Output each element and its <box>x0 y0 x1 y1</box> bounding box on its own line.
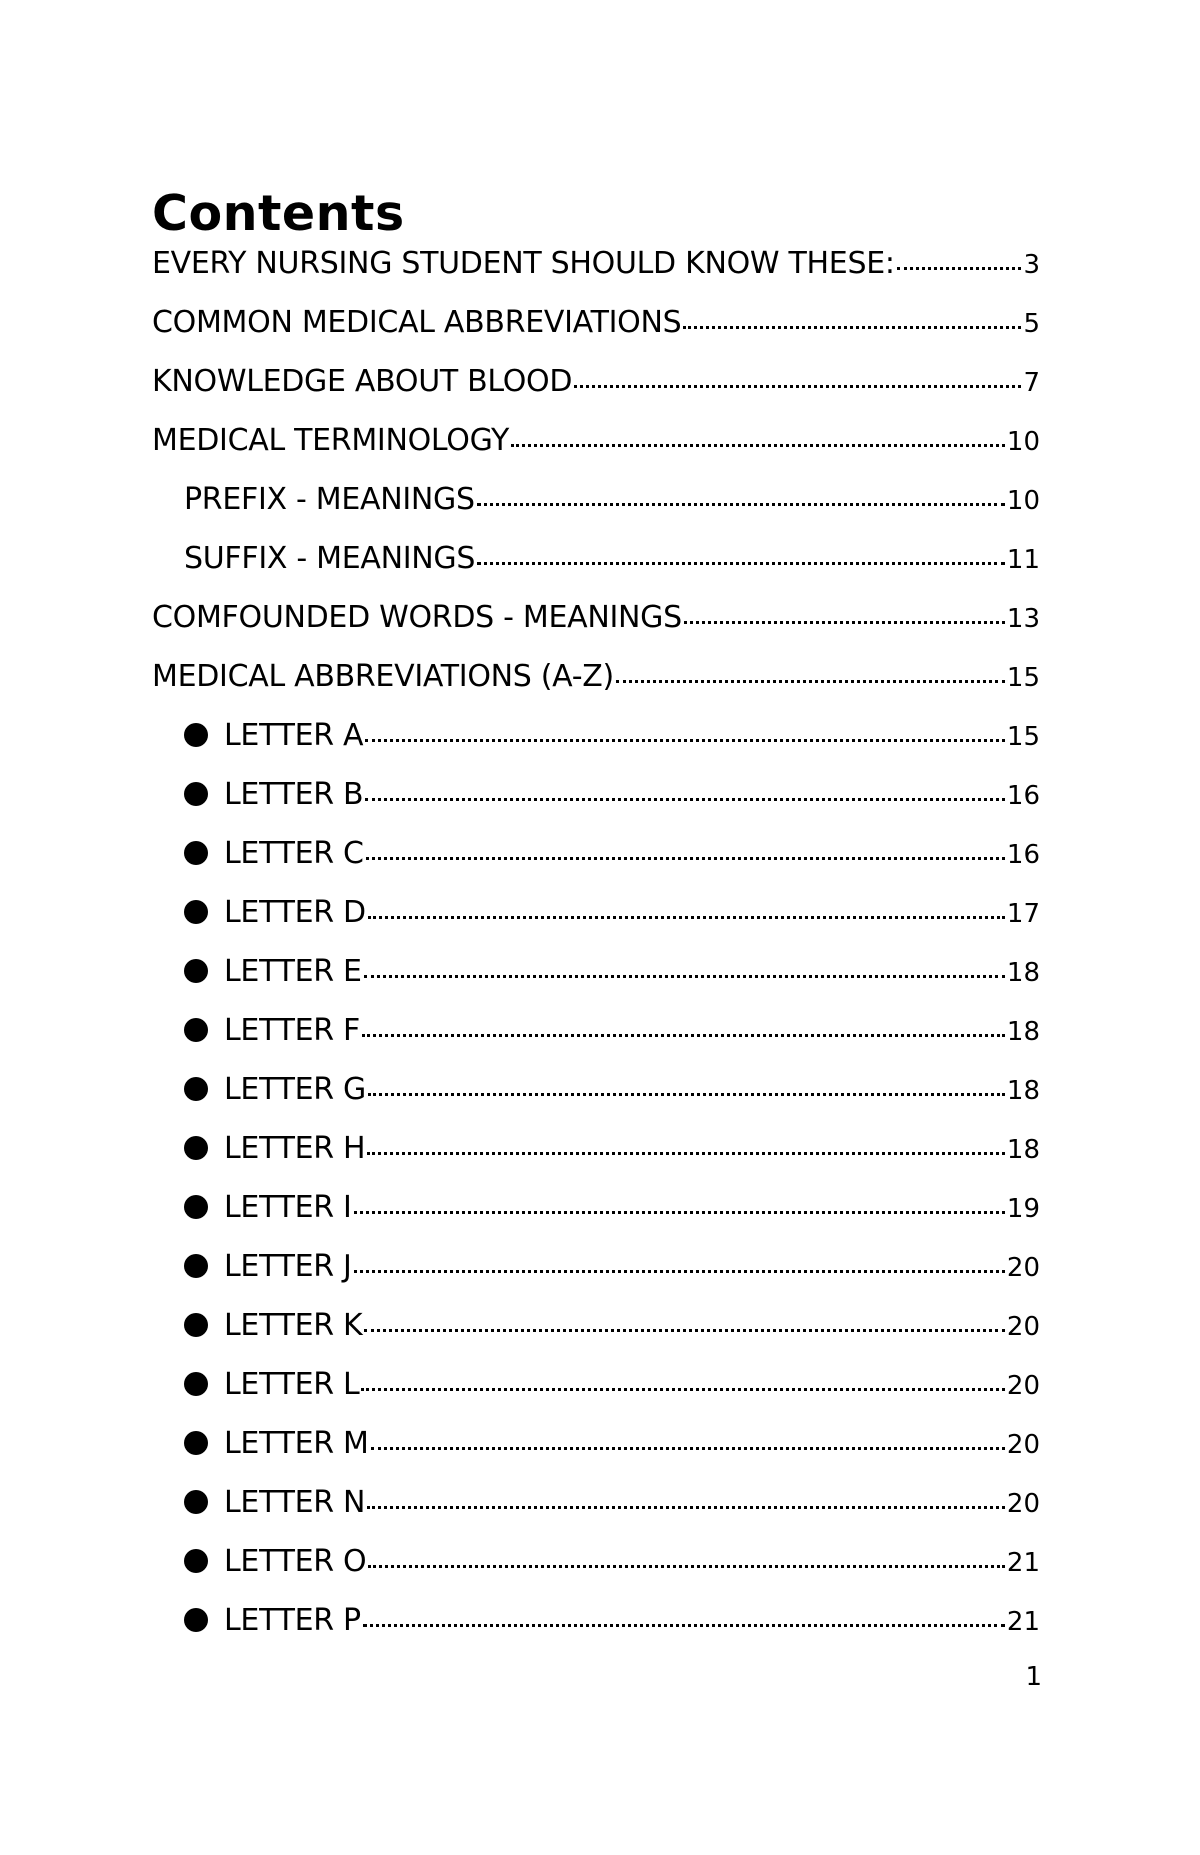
dot-leader <box>354 1207 1005 1214</box>
toc-entry-label: KNOWLEDGE ABOUT BLOOD <box>152 364 573 399</box>
toc-entry[interactable] <box>152 954 1040 1013</box>
toc-entry[interactable] <box>152 836 1040 895</box>
toc-entry[interactable] <box>152 1072 1040 1131</box>
dot-leader <box>897 263 1022 270</box>
toc-entry-page-number: 18 <box>1006 958 1040 988</box>
toc-entry-page-number: 5 <box>1023 309 1040 339</box>
toc-entry-label: LETTER K <box>224 1308 363 1343</box>
toc-entry-label: SUFFIX - MEANINGS <box>184 541 476 576</box>
toc-entry-page-number: 3 <box>1023 250 1040 280</box>
toc-entry-label: EVERY NURSING STUDENT SHOULD KNOW THESE: <box>152 246 895 281</box>
toc-entry[interactable] <box>152 1367 1040 1426</box>
dot-leader <box>684 617 1005 624</box>
toc-entry[interactable] <box>152 1190 1040 1249</box>
toc-entry-label: MEDICAL ABBREVIATIONS (A-Z) <box>152 659 614 694</box>
toc-entry-page-number: 10 <box>1006 486 1040 516</box>
bullet-dot-icon <box>184 723 208 747</box>
toc-entry[interactable] <box>152 1544 1040 1603</box>
dot-leader <box>511 440 1005 447</box>
dot-leader <box>367 1502 1005 1509</box>
toc-entry[interactable] <box>152 1426 1040 1485</box>
toc-entry-page-number: 18 <box>1006 1017 1040 1047</box>
toc-entry-label: MEDICAL TERMINOLOGY <box>152 423 510 458</box>
bullet-dot-icon <box>184 900 208 924</box>
toc-entry-label: LETTER E <box>224 954 362 989</box>
dot-leader <box>361 1384 1004 1391</box>
toc-entry[interactable] <box>152 600 1040 659</box>
toc-entry-page-number: 15 <box>1006 663 1040 693</box>
dot-leader <box>477 499 1005 506</box>
toc-entry-label: LETTER J <box>224 1249 352 1284</box>
toc-entry-label: LETTER D <box>224 895 366 930</box>
toc-entry-label: LETTER I <box>224 1190 352 1225</box>
toc-entry[interactable] <box>152 1249 1040 1308</box>
dot-leader <box>365 735 1005 742</box>
toc-entry-page-number: 20 <box>1006 1489 1040 1519</box>
toc-entry-page-number: 21 <box>1006 1607 1040 1637</box>
toc-entry-label: LETTER B <box>224 777 364 812</box>
dot-leader <box>354 1266 1005 1273</box>
toc-entry[interactable] <box>152 541 1040 600</box>
bullet-dot-icon <box>184 1018 208 1042</box>
toc-entry-label: PREFIX - MEANINGS <box>184 482 475 517</box>
toc-entry[interactable] <box>152 246 1040 305</box>
toc-entry[interactable] <box>152 305 1040 364</box>
toc-entry[interactable] <box>152 1603 1040 1662</box>
bullet-dot-icon <box>184 841 208 865</box>
toc-entry[interactable] <box>152 1485 1040 1544</box>
toc-entry-label: COMFOUNDED WORDS - MEANINGS <box>152 600 682 635</box>
bullet-dot-icon <box>184 1254 208 1278</box>
toc-entry-page-number: 17 <box>1006 899 1040 929</box>
bullet-dot-icon <box>184 1372 208 1396</box>
toc-entry-label: LETTER N <box>224 1485 366 1520</box>
dot-leader <box>363 1620 1005 1627</box>
toc-entry-page-number: 10 <box>1006 427 1040 457</box>
bullet-dot-icon <box>184 1136 208 1160</box>
toc-entry-label: LETTER F <box>224 1013 360 1048</box>
page-title: Contents <box>152 185 405 242</box>
bullet-dot-icon <box>184 1313 208 1337</box>
toc-entry-label: COMMON MEDICAL ABBREVIATIONS <box>152 305 682 340</box>
toc-entry-page-number: 20 <box>1006 1253 1040 1283</box>
toc-entry-page-number: 11 <box>1006 545 1040 575</box>
bullet-dot-icon <box>184 1431 208 1455</box>
toc-entry-label: LETTER P <box>224 1603 361 1638</box>
toc-entry[interactable] <box>152 718 1040 777</box>
bullet-dot-icon <box>184 1608 208 1632</box>
dot-leader <box>477 558 1005 565</box>
dot-leader <box>367 1148 1005 1155</box>
toc-entry-label: LETTER L <box>224 1367 360 1402</box>
bullet-dot-icon <box>184 1195 208 1219</box>
toc-entry-page-number: 19 <box>1006 1194 1040 1224</box>
footer-page-number: 1 <box>1025 1662 1042 1692</box>
dot-leader <box>371 1443 1005 1450</box>
toc-entry[interactable] <box>152 482 1040 541</box>
toc-entry-label: LETTER H <box>224 1131 366 1166</box>
toc-entry-label: LETTER G <box>224 1072 366 1107</box>
bullet-dot-icon <box>184 1549 208 1573</box>
dot-leader <box>362 1030 1005 1037</box>
toc-entry-label: LETTER O <box>224 1544 367 1579</box>
dot-leader <box>616 676 1005 683</box>
dot-leader <box>574 381 1021 388</box>
toc-entry-page-number: 13 <box>1006 604 1040 634</box>
toc-entry-page-number: 20 <box>1006 1371 1040 1401</box>
dot-leader <box>366 853 1005 860</box>
bullet-dot-icon <box>184 1490 208 1514</box>
toc-entry-page-number: 7 <box>1023 368 1040 398</box>
toc-entry[interactable] <box>152 423 1040 482</box>
toc-entry[interactable] <box>152 1131 1040 1190</box>
toc-entry-page-number: 21 <box>1006 1548 1040 1578</box>
toc-entry-page-number: 20 <box>1006 1430 1040 1460</box>
toc-entry[interactable] <box>152 777 1040 836</box>
dot-leader <box>364 1325 1005 1332</box>
toc-entry[interactable] <box>152 1013 1040 1072</box>
dot-leader <box>683 322 1021 329</box>
dot-leader <box>368 1089 1005 1096</box>
toc-entry[interactable] <box>152 895 1040 954</box>
dot-leader <box>368 912 1005 919</box>
dot-leader <box>365 794 1005 801</box>
toc-entry-label: LETTER M <box>224 1426 369 1461</box>
toc-entry-page-number: 16 <box>1006 781 1040 811</box>
toc-entry-page-number: 15 <box>1006 722 1040 752</box>
bullet-dot-icon <box>184 782 208 806</box>
toc-entry-page-number: 20 <box>1006 1312 1040 1342</box>
toc-entry-label: LETTER C <box>224 836 364 871</box>
dot-leader <box>364 971 1005 978</box>
toc-entry[interactable] <box>152 1308 1040 1367</box>
toc-entry-page-number: 18 <box>1006 1076 1040 1106</box>
table-of-contents <box>152 246 1040 1662</box>
toc-entry[interactable] <box>152 364 1040 423</box>
toc-entry[interactable] <box>152 659 1040 718</box>
toc-entry-page-number: 18 <box>1006 1135 1040 1165</box>
toc-entry-label: LETTER A <box>224 718 364 753</box>
bullet-dot-icon <box>184 959 208 983</box>
dot-leader <box>368 1561 1005 1568</box>
toc-entry-page-number: 16 <box>1006 840 1040 870</box>
bullet-dot-icon <box>184 1077 208 1101</box>
